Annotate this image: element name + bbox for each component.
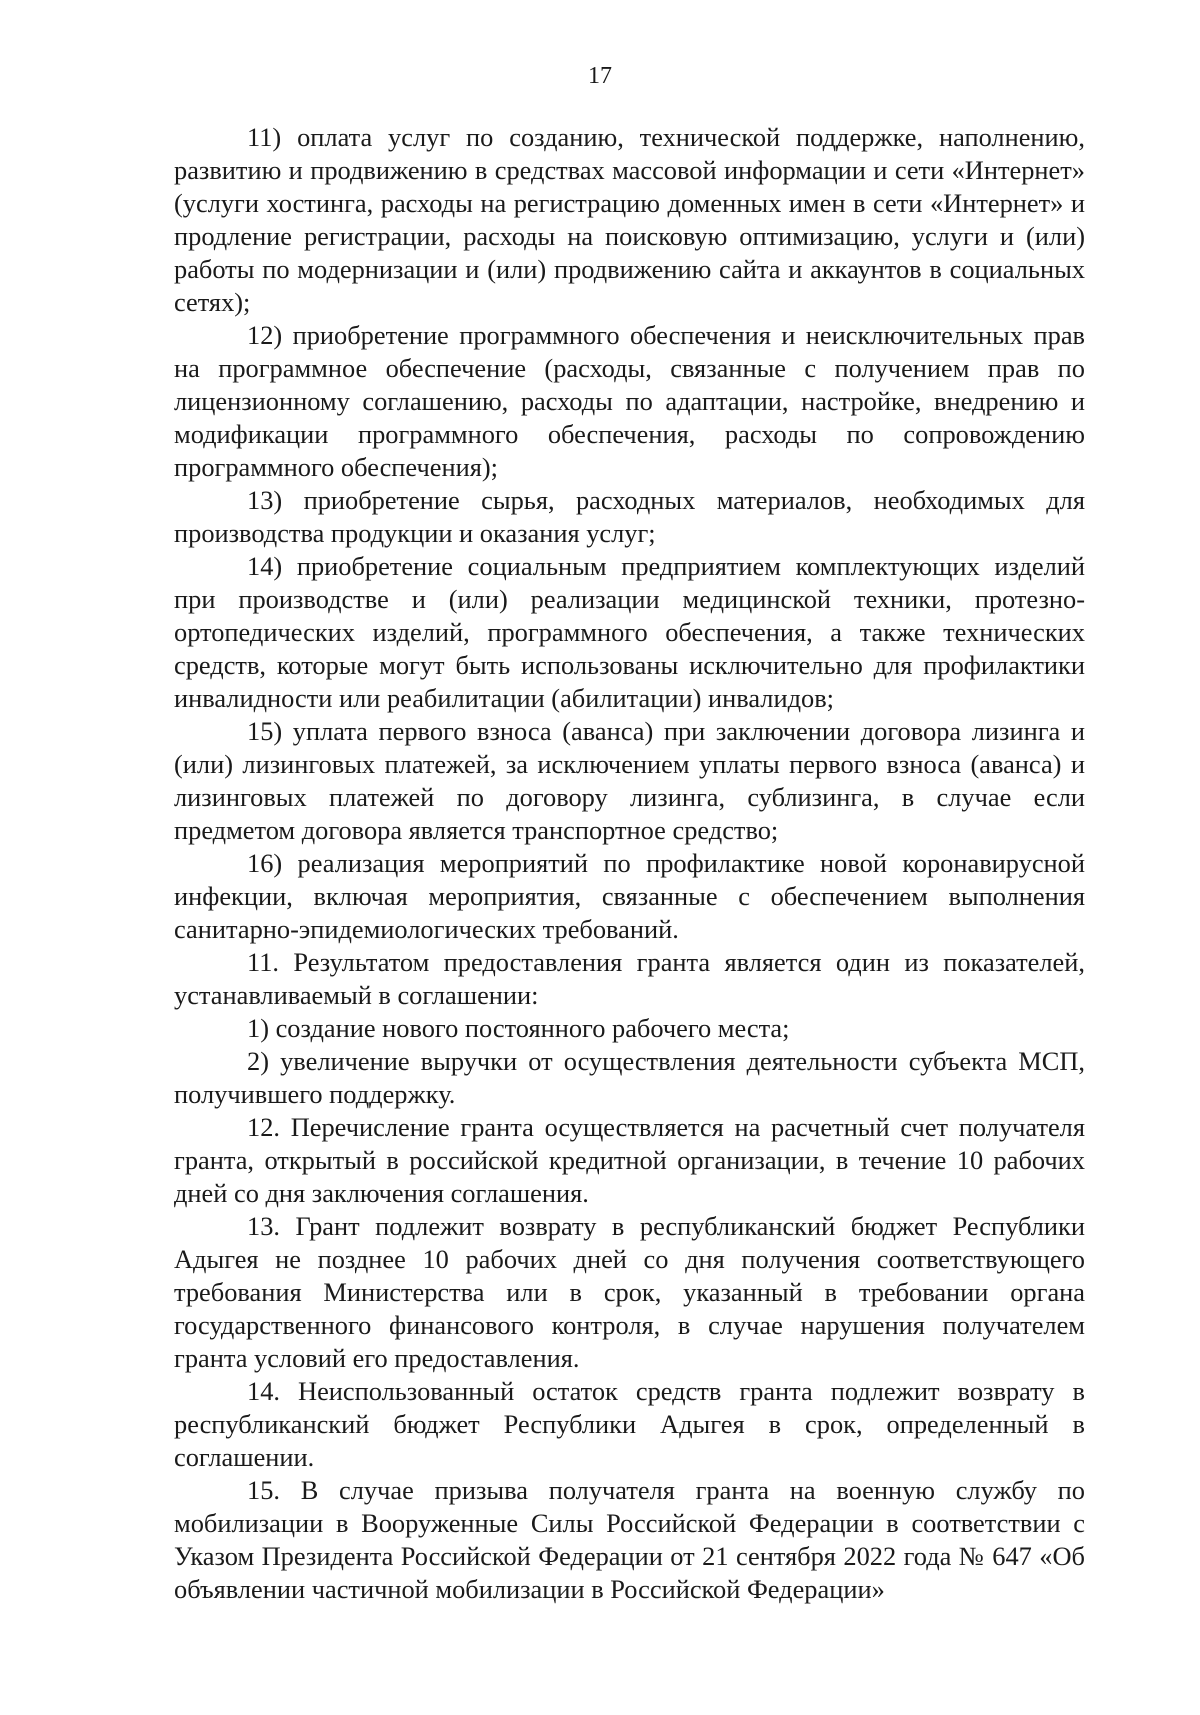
- paragraph-section-12: 12. Перечисление гранта осуществляется на расчетный счет получателя гранта, открытый в российской кредитной организации, в течение 10 рабочих дней со дня заключения соглашения.: [174, 1112, 1085, 1208]
- document-body: [174, 121, 1085, 1606]
- paragraph-result-2: 2) увеличение выручки от осуществления деятельности субъекта МСП, получившего поддержку.: [174, 1046, 1085, 1109]
- paragraph-item-16: 16) реализация мероприятий по профилактике новой коронавирусной инфекции, включая мероприятия, связанные с обеспечением выполнения санитарно-эпидемиологических требований.: [174, 848, 1085, 944]
- paragraph-item-13: 13) приобретение сырья, расходных материалов, необходимых для производства продукции и оказания услуг;: [174, 485, 1085, 548]
- paragraph-result-1: 1) создание нового постоянного рабочего места;: [247, 1013, 790, 1043]
- paragraph-item-11: 11) оплата услуг по созданию, технической поддержке, наполнению, развитию и продвижению в средствах массовой информации и сети «Интернет» (услуги хостинга, расходы на регистрацию доменных имен в сети «Интернет» и продление регистрации, расходы на поисковую оптимизацию, услуги и (или) работы по модернизации и (или) продвижению сайта и аккаунтов в социальных сетях);: [174, 122, 1085, 317]
- paragraph-item-15: 15) уплата первого взноса (аванса) при заключении договора лизинга и (или) лизинговых платежей, за исключением уплаты первого взноса (аванса) и лизинговых платежей по договору лизинга, сублизинга, в случае если предметом договора является транспортное средство;: [174, 716, 1085, 845]
- paragraph-section-15: 15. В случае призыва получателя гранта на военную службу по мобилизации в Вооруженные Силы Российской Федерации в соответствии с Указом Президента Российской Федерации от 21 сентября 2022 года № 647 «Об объявлении частичной мобилизации в Российской Федерации»: [174, 1475, 1085, 1604]
- paragraph-section-13: 13. Грант подлежит возврату в республиканский бюджет Республики Адыгея не позднее 10 рабочих дней со дня получения соответствующего требования Министерства или в срок, указанный в требовании органа государственного финансового контроля, в случае нарушения получателем гранта условий его предоставления.: [174, 1211, 1085, 1373]
- paragraph-item-14: 14) приобретение социальным предприятием комплектующих изделий при производстве и (или) реализации медицинской техники, протезно-ортопедических изделий, программного обеспечения, а также технических средств, которые могут быть использованы исключительно для профилактики инвалидности или реабилитации (абилитации) инвалидов;: [174, 551, 1085, 713]
- paragraph-section-14: 14. Неиспользованный остаток средств гранта подлежит возврату в республиканский бюджет Республики Адыгея в срок, определенный в соглашении.: [174, 1376, 1085, 1472]
- page-number: 17: [588, 63, 612, 89]
- paragraph-item-12: 12) приобретение программного обеспечения и неисключительных прав на программное обеспечение (расходы, связанные с получением прав по лицензионному соглашению, расходы по адаптации, настройке, внедрению и модификации программного обеспечения, расходы по сопровождению программного обеспечения);: [174, 320, 1085, 482]
- paragraph-section-11: 11. Результатом предоставления гранта является один из показателей, устанавливаемый в соглашении:: [174, 947, 1085, 1010]
